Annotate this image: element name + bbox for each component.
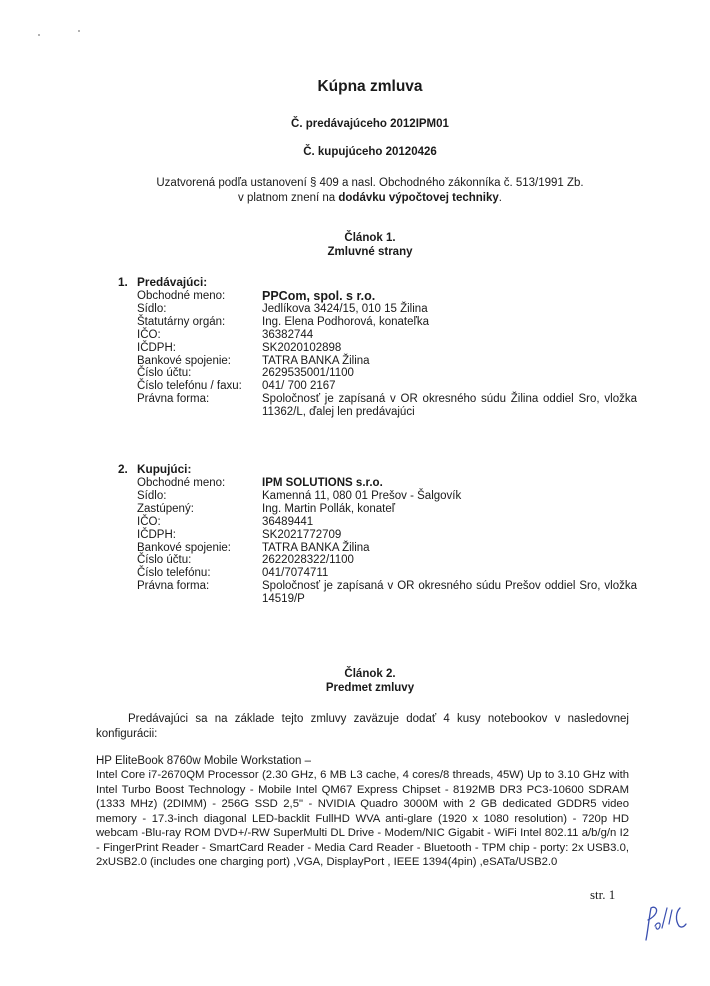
- handwritten-signature: [640, 902, 690, 944]
- intro-line-1: Uzatvorená podľa ustanovení § 409 a nasl. Obchodného zákonníka č. 513/1991 Zb.: [156, 177, 584, 189]
- article2-paragraph: Predávajúci sa na základe tejto zmluvy zaväzuje dodať 4 kusy notebookov v nasledovnej konfigurácii:: [96, 713, 629, 740]
- buyer-details: [137, 477, 637, 606]
- intro-paragraph: [0, 176, 710, 206]
- page-number: str. 1: [590, 887, 616, 902]
- buyer-row: Sídlo: Kamenná 11, 080 01 Prešov - Šalgovík: [137, 489, 462, 502]
- product-name: HP EliteBook 8760w Mobile Workstation –: [96, 755, 311, 767]
- buyer-row: Obchodné meno: IPM SOLUTIONS s.r.o.: [137, 477, 383, 489]
- seller-row: Obchodné meno: PPCom, spol. s r.o.: [137, 289, 376, 303]
- seller-row: Štatutárny orgán: Ing. Elena Podhorová, konateľka: [137, 315, 430, 328]
- buyer-row: Číslo účtu: 2622028322/1100: [137, 554, 354, 567]
- seller-row: Číslo telefónu / faxu: 041/ 700 2167: [137, 380, 336, 393]
- intro-line-2: v platnom znení na dodávku výpočtovej techniky.: [238, 192, 502, 204]
- intro-bold-subject: dodávku výpočtovej techniky: [338, 192, 499, 204]
- product-specification: Intel Core i7-2670QM Processor (2.30 GHz, 6 MB L3 cache, 4 cores/8 threads, 45W) Up to 3.10 GHz with Intel Turbo Boost Technology - Mobile Intel QM67 Express Chipset - 8192MB DR3 PC3-10600 SDRAM (1333 MHz) (2DIMM) - 256G SSD 2,5" - NVIDIA Quadro 3000M with 2 GB dedicated GDDR5 video memory - 17.3-inch diagonal LED-backlit FullHD WVA anti-glare (1920 x 1080 resolution) - 720p HD webcam -Blu-ray ROM DVD+/-RW SuperMulti DL Drive - Modem/NIC Gigabit - WiFi Intel 802.11 a/b/g/n I2 - FingerPrint Reader - SmartCard Reader - Media Card Reader - Bluetooth - TPM chip - porty: 2x USB3.0, 2xUSB2.0 (includes one charging port) ,VGA, DisplayPort , IEEE 1394(4pin) ,eSATa/USB2.0: [96, 769, 629, 868]
- seller-details: [137, 290, 637, 419]
- article1-number: Článok 1.: [344, 232, 396, 244]
- article1-title: Zmluvné strany: [327, 246, 413, 258]
- document-title: Kúpna zmluva: [317, 78, 423, 95]
- seller-row: Sídlo: Jedlíkova 3424/15, 010 15 Žilina: [137, 302, 428, 315]
- seller-row: Bankové spojenie: TATRA BANKA Žilina: [137, 354, 370, 367]
- article2-title: Predmet zmluvy: [325, 682, 415, 694]
- buyer-number: 2.: [118, 462, 128, 476]
- buyer-contract-number: Č. kupujúceho 20120426: [303, 146, 437, 158]
- seller-row: IČDPH: SK2020102898: [137, 341, 342, 354]
- buyer-heading: Kupujúci:: [137, 462, 192, 476]
- seller-number: 1.: [118, 275, 128, 289]
- scan-speck: [38, 34, 40, 36]
- buyer-row: Právna forma: Spoločnosť je zapísaná v OR okresného súdu Prešov oddiel Sro, vložka 14519/P: [137, 580, 637, 606]
- seller-row: Právna forma: Spoločnosť je zapísaná v OR okresného súdu Žilina oddiel Sro, vložka 11362/L, ďalej len predávajúci: [137, 393, 637, 419]
- article2-number: Článok 2.: [344, 668, 396, 680]
- scan-speck: [78, 30, 80, 32]
- buyer-row: Číslo telefónu: 041/7074711: [137, 567, 329, 580]
- buyer-row: Zastúpený: Ing. Martin Pollák, konateľ: [137, 502, 396, 515]
- buyer-row: IČDPH: SK2021772709: [137, 528, 342, 541]
- buyer-row: IČO: 36489441: [137, 515, 314, 528]
- seller-row: Číslo účtu: 2629535001/1100: [137, 367, 354, 380]
- seller-heading: Predávajúci:: [137, 275, 208, 289]
- buyer-row: Bankové spojenie: TATRA BANKA Žilina: [137, 541, 370, 554]
- seller-contract-number: Č. predávajúceho 2012IPM01: [291, 118, 449, 130]
- seller-row: IČO: 36382744: [137, 328, 314, 341]
